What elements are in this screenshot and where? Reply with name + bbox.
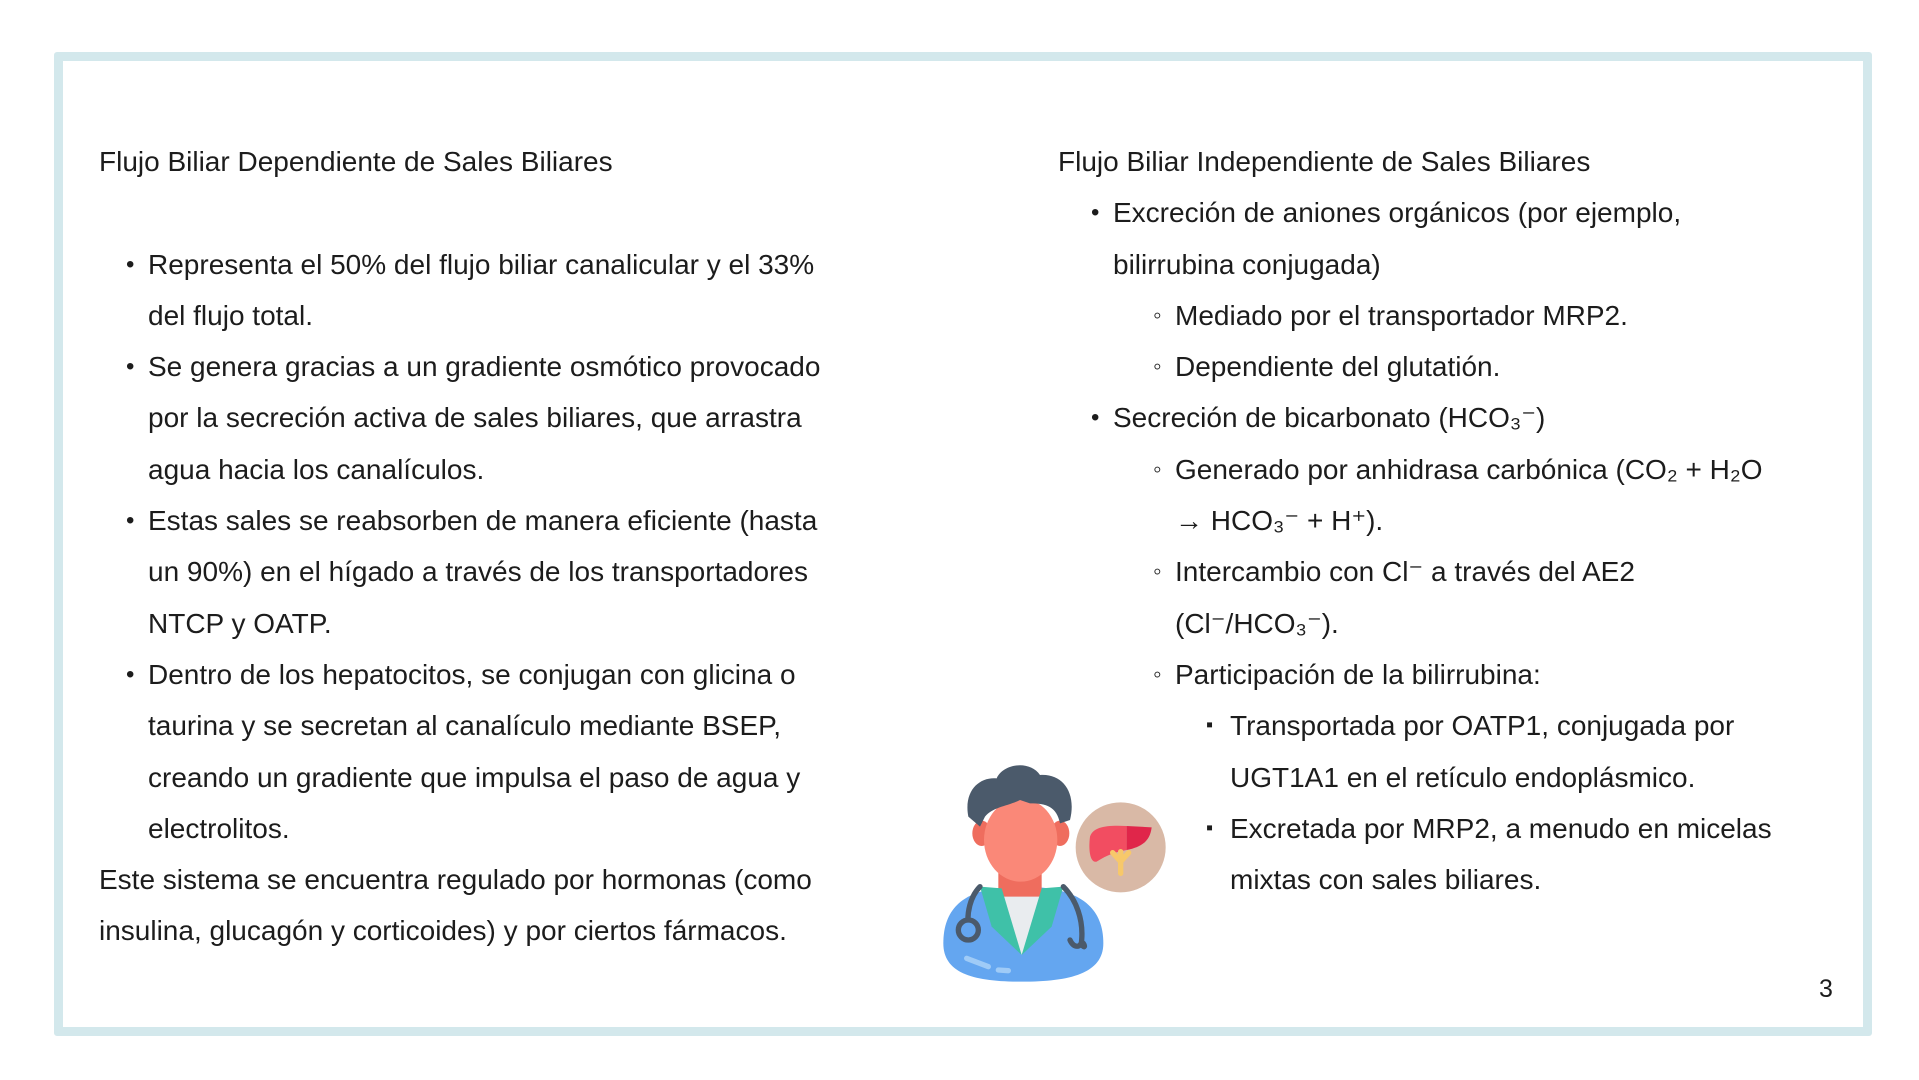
list-item-line — [1058, 392, 1772, 443]
list-item-line — [99, 546, 820, 597]
line-text: → HCO₃⁻ + H⁺). — [1175, 505, 1384, 537]
list-item-line — [99, 444, 820, 495]
bullet-circle-icon: ◦ — [1153, 353, 1162, 381]
section-heading: Flujo Biliar Independiente de Sales Biliares — [1058, 146, 1591, 177]
list-item-line — [1058, 187, 1772, 238]
bullet-circle-icon: ◦ — [1153, 455, 1162, 483]
bullet-circle-icon: ◦ — [1153, 301, 1162, 329]
section-heading: Flujo Biliar Dependiente de Sales Biliares — [99, 146, 613, 177]
line-text: Excreción de aniones orgánicos (por ejemplo, — [1113, 197, 1682, 229]
paragraph-line — [99, 905, 820, 956]
bullet-square-icon: ▪ — [1206, 714, 1214, 737]
line-text: NTCP y OATP. — [148, 607, 332, 639]
bullet-dot-icon: • — [126, 660, 135, 688]
list-item-line — [99, 752, 820, 803]
list-item-line — [99, 290, 820, 341]
line-text: UGT1A1 en el retículo endoplásmico. — [1230, 761, 1696, 793]
list-item-line — [99, 700, 820, 751]
list-item-line — [1058, 546, 1772, 597]
list-item-line — [99, 649, 820, 700]
line-text: insulina, glucagón y corticoides) y por ciertos fármacos. — [99, 915, 787, 947]
page-number: 3 — [1819, 975, 1833, 1003]
spacer — [99, 187, 820, 238]
bullet-dot-icon: • — [1091, 404, 1100, 432]
line-text: bilirrubina conjugada) — [1113, 248, 1381, 280]
line-text: Secreción de bicarbonato (HCO₃⁻) — [1113, 402, 1546, 434]
paragraph-line — [99, 854, 820, 905]
line-text: Dentro de los hepatocitos, se conjugan con glicina o — [148, 658, 796, 690]
doctor-liver-icon — [930, 740, 1190, 1000]
bullet-dot-icon: • — [126, 353, 135, 381]
list-item-line — [1058, 239, 1772, 290]
line-text: Intercambio con Cl⁻ a través del AE2 — [1175, 556, 1635, 588]
list-item-line — [99, 239, 820, 290]
line-text: agua hacia los canalículos. — [148, 453, 485, 485]
list-item-line — [1058, 495, 1772, 546]
list-item-line — [1058, 341, 1772, 392]
line-text: creando un gradiente que impulsa el paso de agua y — [148, 761, 801, 793]
line-text: Este sistema se encuentra regulado por hormonas (como — [99, 864, 812, 896]
bullet-circle-icon: ◦ — [1153, 558, 1162, 586]
line-text: mixtas con sales biliares. — [1230, 864, 1542, 896]
bullet-dot-icon: • — [1091, 199, 1100, 227]
list-item-line — [99, 598, 820, 649]
line-text: Excretada por MRP2, a menudo en micelas — [1230, 812, 1772, 844]
bullet-dot-icon: • — [126, 507, 135, 535]
line-text: (Cl⁻/HCO₃⁻). — [1175, 607, 1339, 639]
list-item-line — [99, 803, 820, 854]
line-text: Dependiente del glutatión. — [1175, 351, 1501, 383]
list-item-line — [1058, 290, 1772, 341]
bullet-circle-icon: ◦ — [1153, 660, 1162, 688]
line-text: Generado por anhidrasa carbónica (CO₂ + H₂O — [1175, 453, 1763, 485]
line-text: Transportada por OATP1, conjugada por — [1230, 710, 1735, 742]
list-item-line — [99, 341, 820, 392]
bullet-square-icon: ▪ — [1206, 816, 1214, 839]
line-text: un 90%) en el hígado a través de los transportadores — [148, 556, 808, 588]
bullet-dot-icon: • — [126, 250, 135, 278]
list-item-line — [1058, 444, 1772, 495]
left-column — [99, 136, 820, 957]
line-text: Estas sales se reabsorben de manera eficiente (hasta — [148, 505, 818, 537]
line-text: del flujo total. — [148, 299, 313, 331]
line-text: electrolitos. — [148, 812, 290, 844]
line-text: por la secreción activa de sales biliares, que arrastra — [148, 402, 802, 434]
list-item-line — [99, 495, 820, 546]
line-text: Participación de la bilirrubina: — [1175, 658, 1541, 690]
list-item-line — [1058, 649, 1772, 700]
line-text: taurina y se secretan al canalículo mediante BSEP, — [148, 710, 781, 742]
line-text: Representa el 50% del flujo biliar canalicular y el 33% — [148, 248, 815, 280]
line-text: Mediado por el transportador MRP2. — [1175, 299, 1628, 331]
list-item-line — [1058, 598, 1772, 649]
line-text: Se genera gracias a un gradiente osmótico provocado — [148, 351, 821, 383]
list-item-line — [99, 392, 820, 443]
